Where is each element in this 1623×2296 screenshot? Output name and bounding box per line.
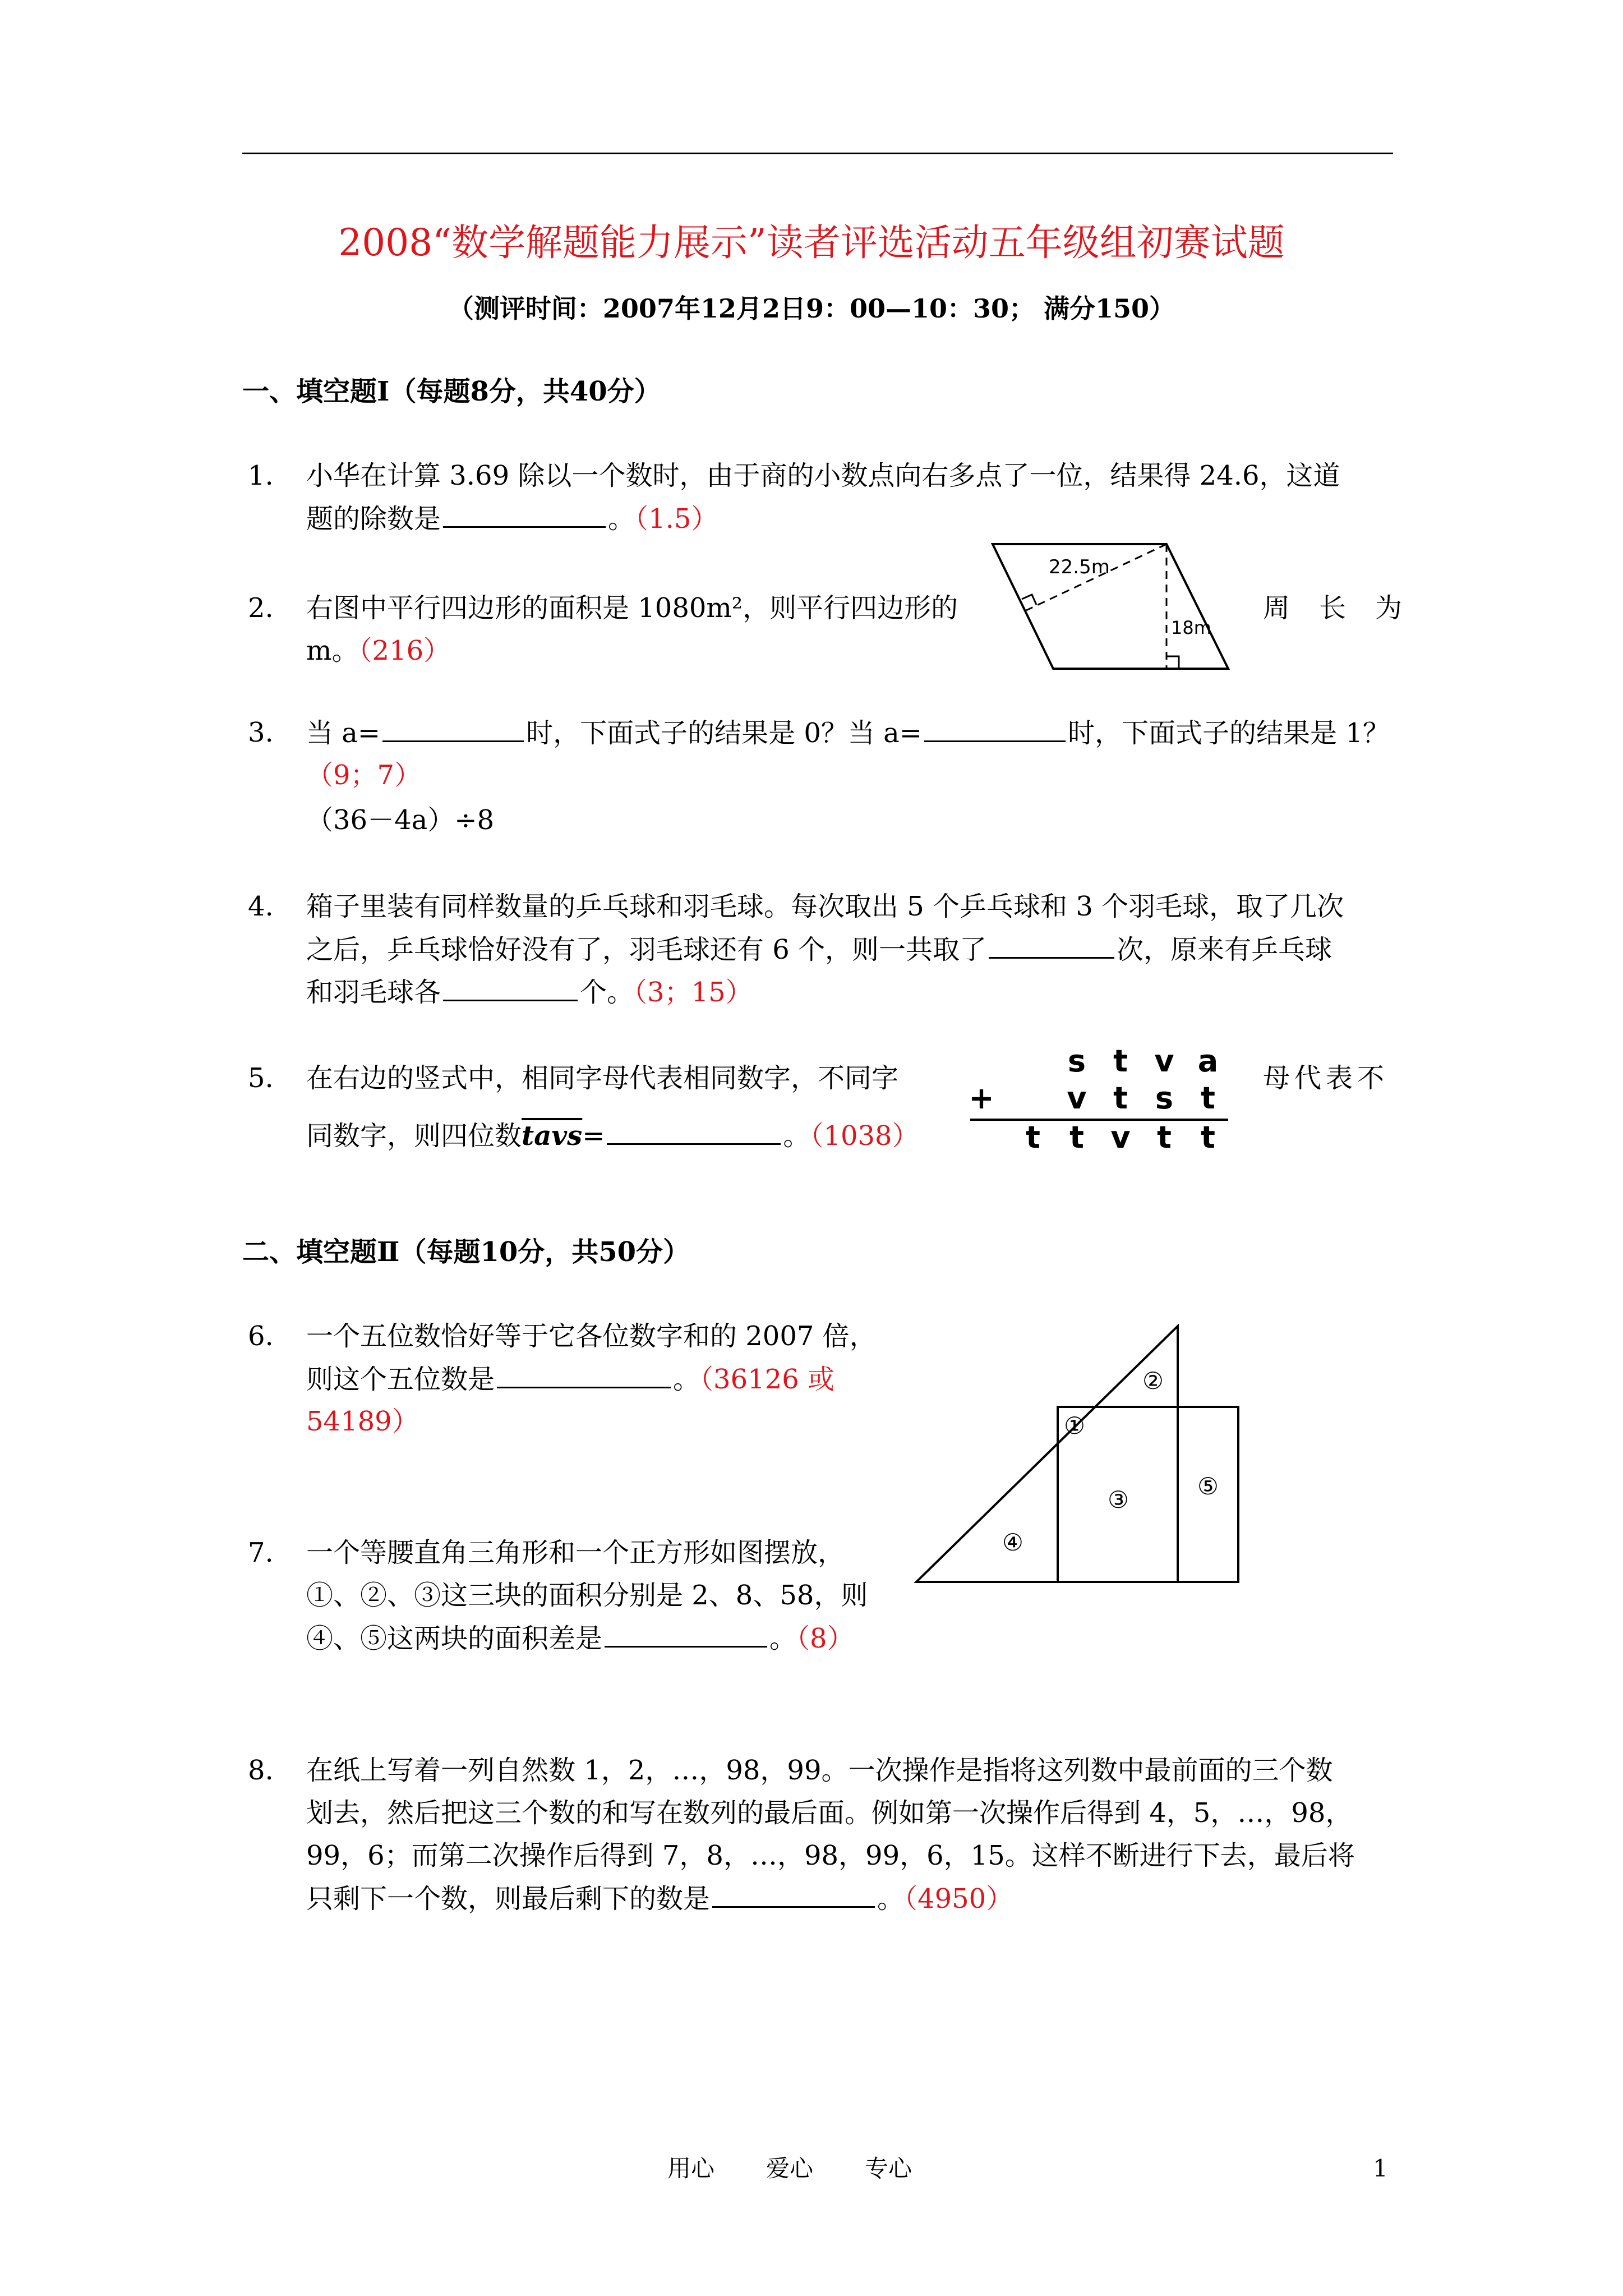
- q6-number: 6.: [248, 1320, 274, 1352]
- q5-number: 5.: [248, 1062, 274, 1094]
- q1-number: 1.: [248, 460, 274, 491]
- q1-text-b: 。: [608, 503, 635, 535]
- vertical-addition-figure: [965, 1038, 1234, 1156]
- page-subtitle: （测评时间：2007年12月2日9：00—10：30； 满分150）: [448, 293, 1175, 324]
- r3-c4: t: [1157, 1120, 1172, 1155]
- label-height: 18m: [1171, 617, 1211, 638]
- q6-line1: 一个五位数恰好等于它各位数字和的 2007 倍，: [306, 1320, 877, 1352]
- q8-blank[interactable]: [712, 1877, 875, 1908]
- footer-item-2: 爱心: [766, 2155, 814, 2182]
- r2-c1: v: [1067, 1080, 1087, 1116]
- page-title: 2008“数学解题能力展示”读者评选活动五年级组初赛试题: [338, 221, 1285, 264]
- q2-tail-1: 周: [1263, 592, 1290, 624]
- triangle-square-figure: [914, 1324, 1251, 1593]
- r3-c3: v: [1110, 1120, 1131, 1155]
- q3-blank-2[interactable]: [924, 711, 1066, 742]
- right-angle-mark-2: [1166, 656, 1179, 669]
- q1-blank[interactable]: [443, 497, 606, 528]
- q3-expression: （36－4a）÷8: [306, 804, 494, 836]
- r3-c5: t: [1201, 1120, 1215, 1155]
- q6-text-b: 。: [673, 1364, 700, 1395]
- q3-text-3: 时，下面式子的结果是 1？: [1068, 717, 1390, 749]
- q6-blank[interactable]: [497, 1358, 671, 1388]
- q8-text-b: 。: [877, 1883, 905, 1915]
- q7-blank[interactable]: [605, 1617, 767, 1648]
- section-2-heading: 二、填空题Ⅱ（每题10分，共50分）: [242, 1236, 690, 1268]
- r3-c2: t: [1069, 1120, 1084, 1155]
- r1-c3: v: [1154, 1043, 1174, 1079]
- q3-number: 3.: [248, 717, 274, 748]
- q8-line1: 在纸上写着一列自然数 1，2，…，98，99。一次操作是指将这列数中最前面的三个数: [306, 1755, 1333, 1786]
- region-4-label: ④: [1002, 1529, 1023, 1556]
- footer-item-1: 用心: [667, 2155, 715, 2182]
- r2-c2: t: [1113, 1080, 1128, 1116]
- q3-text-1: 当 a=: [306, 717, 381, 749]
- r3-c1: t: [1026, 1120, 1040, 1155]
- q1-line2: [306, 497, 718, 540]
- q5-tail: 母代表不: [1263, 1062, 1389, 1094]
- footer-item-3: 专心: [865, 2155, 912, 2182]
- q5-answer: （1038）: [810, 1120, 919, 1152]
- q4-text-c: 和羽毛球各: [306, 977, 441, 1008]
- right-angle-mark-1: [1022, 595, 1036, 605]
- q2-text-a: m。: [306, 635, 359, 666]
- q2-line1: 右图中平行四边形的面积是 1080m²，则平行四边形的: [306, 592, 958, 624]
- r2-c3: s: [1155, 1080, 1174, 1116]
- r1-c1: s: [1067, 1043, 1086, 1079]
- region-2-label: ②: [1142, 1367, 1164, 1395]
- q3-text-2: 时，下面式子的结果是 0？当 a=: [526, 717, 923, 749]
- q8-answer: （4950）: [904, 1883, 1013, 1915]
- page-number: 1: [1373, 2155, 1388, 2182]
- parallelogram-shape: [993, 544, 1228, 669]
- q3-answer: （9；7）: [306, 760, 422, 791]
- q8-line4: [306, 1877, 1013, 1920]
- q5-text-a: 同数字，则四位数: [306, 1120, 522, 1152]
- region-5-label: ⑤: [1197, 1473, 1219, 1500]
- q5-equals: =: [582, 1120, 605, 1152]
- q8-text-a: 只剩下一个数，则最后剩下的数是: [306, 1883, 711, 1915]
- parallelogram-figure: [987, 539, 1234, 673]
- q2-number: 2.: [248, 592, 274, 624]
- q8-line3: 99，6；而第二次操作后得到 7，8，…，98，99，6，15。这样不断进行下去，最后将: [306, 1840, 1355, 1871]
- q4-text-d: 个。: [580, 977, 634, 1008]
- q7-line1: 一个等腰直角三角形和一个正方形如图摆放，: [306, 1537, 845, 1568]
- top-rule: [242, 153, 1393, 154]
- q6-answer-b: 54189）: [306, 1406, 419, 1437]
- r1-c2: t: [1113, 1043, 1128, 1079]
- q6-answer-a: （36126 或: [700, 1364, 834, 1395]
- isosceles-right-triangle: [916, 1326, 1178, 1582]
- q1-line1: 小华在计算 3.69 除以一个数时，由于商的小数点向右多点了一位，结果得 24.6，这道: [306, 460, 1340, 491]
- q7-answer: （8）: [796, 1623, 854, 1654]
- region-3-label: ③: [1108, 1486, 1129, 1513]
- label-diagonal: 22.5m: [1049, 556, 1110, 578]
- q3-line1: [306, 711, 1390, 754]
- q7-text-b: 。: [769, 1623, 797, 1654]
- q4-text-a: 之后，乒乓球恰好没有了，羽毛球还有 6 个，则一共取了: [306, 934, 987, 965]
- section-1-heading: 一、填空题Ⅰ（每题8分，共40分）: [242, 376, 661, 407]
- q4-answer: （3；15）: [634, 977, 753, 1008]
- q4-line2: [306, 928, 1332, 971]
- q2-tail-3: 为: [1375, 592, 1403, 624]
- q4-number: 4.: [248, 891, 274, 922]
- q2-line2: [306, 629, 450, 672]
- q3-blank-1[interactable]: [382, 711, 524, 742]
- q5-overline-word: tavs: [522, 1120, 583, 1152]
- region-1-label: ①: [1064, 1412, 1085, 1439]
- q1-text-a: 题的除数是: [306, 503, 441, 535]
- q7-text-a: ④、⑤这两块的面积差是: [306, 1623, 603, 1654]
- r1-c4: a: [1197, 1043, 1219, 1079]
- q4-line1: 箱子里装有同样数量的乒乓球和羽毛球。每次取出 5 个乒乓球和 3 个羽毛球，取了几次: [306, 891, 1344, 922]
- q6-line2: [306, 1358, 834, 1401]
- q6-text-a: 则这个五位数是: [306, 1364, 495, 1395]
- q2-answer: （216）: [358, 635, 451, 666]
- q5-blank[interactable]: [607, 1114, 781, 1145]
- q7-line3: [306, 1617, 854, 1660]
- q5-line1: 在右边的竖式中，相同字母代表相同数字，不同字: [306, 1062, 899, 1094]
- q4-blank-1[interactable]: [989, 928, 1114, 959]
- q8-number: 8.: [248, 1755, 274, 1786]
- q7-number: 7.: [248, 1537, 274, 1568]
- q4-blank-2[interactable]: [443, 970, 578, 1001]
- q1-answer: （1.5）: [635, 503, 718, 535]
- q5-text-c: 。: [783, 1120, 810, 1152]
- q2-tail-2: 长: [1319, 592, 1347, 624]
- q7-line2: ①、②、③这三块的面积分别是 2、8、58，则: [306, 1580, 868, 1611]
- q8-line2: 划去，然后把这三个数的和写在数列的最后面。例如第一次操作后得到 4，5，…，98，: [306, 1797, 1353, 1829]
- q4-line3: [306, 970, 753, 1014]
- q4-text-b: 次，原来有乒乓球: [1117, 934, 1332, 965]
- r2-c4: t: [1201, 1080, 1215, 1116]
- q5-line2: [306, 1114, 919, 1157]
- plus-sign: +: [969, 1080, 994, 1116]
